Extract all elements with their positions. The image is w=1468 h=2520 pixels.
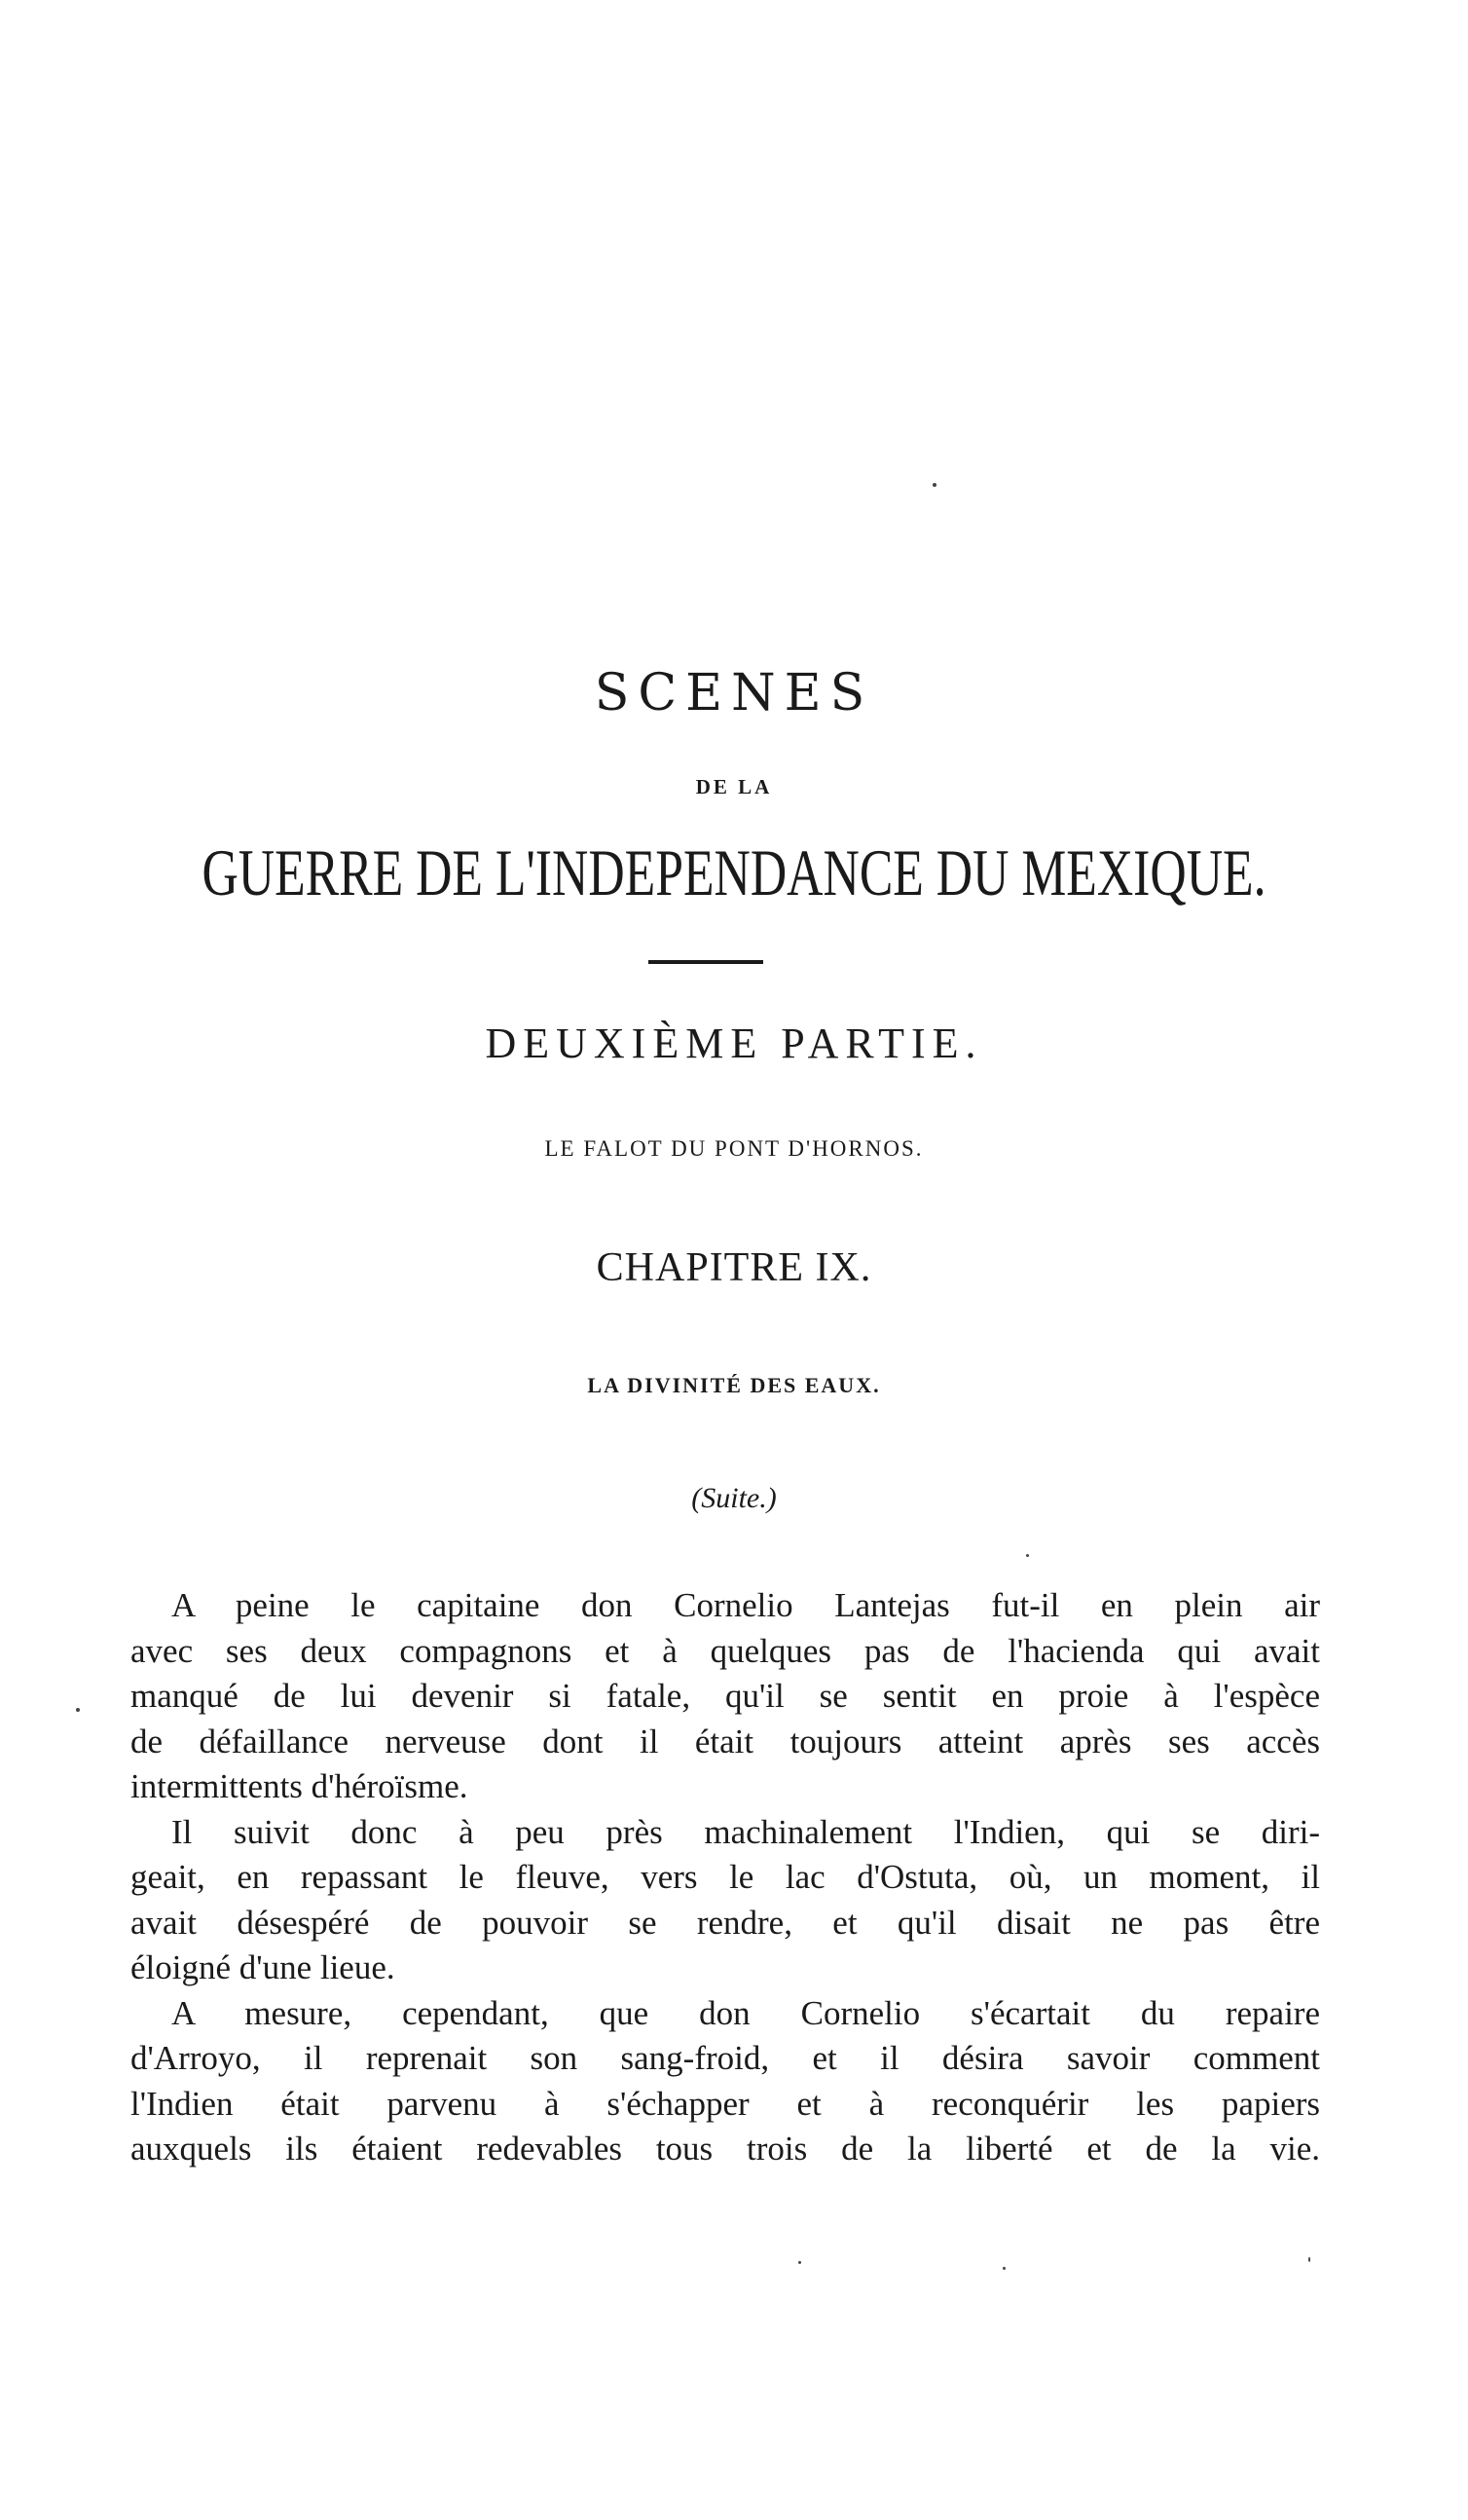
part-subtitle: LE FALOT DU PONT D'HORNOS. [544,1136,924,1161]
text-line: éloigné d'une lieue. [130,1948,395,1986]
text-line: intermittents d'héroïsme. [130,1767,468,1805]
scan-speck [1308,2257,1310,2262]
book-title: GUERRE DE L'INDEPENDANCE DU MEXIQUE. [202,835,1266,909]
scan-speck [798,2261,801,2264]
series-connector: DE LA [695,775,773,798]
scan-speck [933,483,936,487]
text-line: l'Indien était parvenu à s'échapper et à reconquérir les papiers [130,2084,1320,2123]
text-line: A mesure, cependant, que don Cornelio s'écartait du repaire [171,1993,1320,2032]
text-line: manqué de lui devenir si fatale, qu'il se sentit en proie à l'espèce [130,1677,1320,1715]
text-line: d'Arroyo, il reprenait son sang-froid, et il désira savoir comment [130,2039,1320,2077]
scan-speck [1003,2267,1006,2270]
scan-speck [76,1708,80,1712]
title-divider [648,960,763,964]
text-line: avait désespéré de pouvoir se rendre, et qu'il disait ne pas être [130,1903,1320,1942]
chapter-heading: CHAPITRE IX. [596,1245,872,1290]
text-line: Il suivit donc à peu près machinalement l'Indien, qui se diri- [171,1812,1320,1851]
continued-note: (Suite.) [691,1482,777,1514]
body-text [130,1583,1320,2172]
scan-speck [1026,1554,1029,1557]
text-line: de défaillance nerveuse dont il était toujours atteint après ses accès [130,1722,1320,1760]
text-line: auxquels ils étaient redevables tous trois de la liberté et de la vie. [130,2130,1320,2168]
text-line: A peine le capitaine don Cornelio Lantejas fut-il en plein air [171,1586,1320,1624]
text-line: avec ses deux compagnons et à quelques pas de l'hacienda qui avait [130,1631,1320,1670]
chapter-title: LA DIVINITÉ DES EAUX. [587,1373,881,1397]
series-title: SCENES [594,664,874,723]
text-line: geait, en repassant le fleuve, vers le lac d'Ostuta, où, un moment, il [130,1858,1320,1896]
part-heading: DEUXIÈME PARTIE. [485,1019,983,1067]
